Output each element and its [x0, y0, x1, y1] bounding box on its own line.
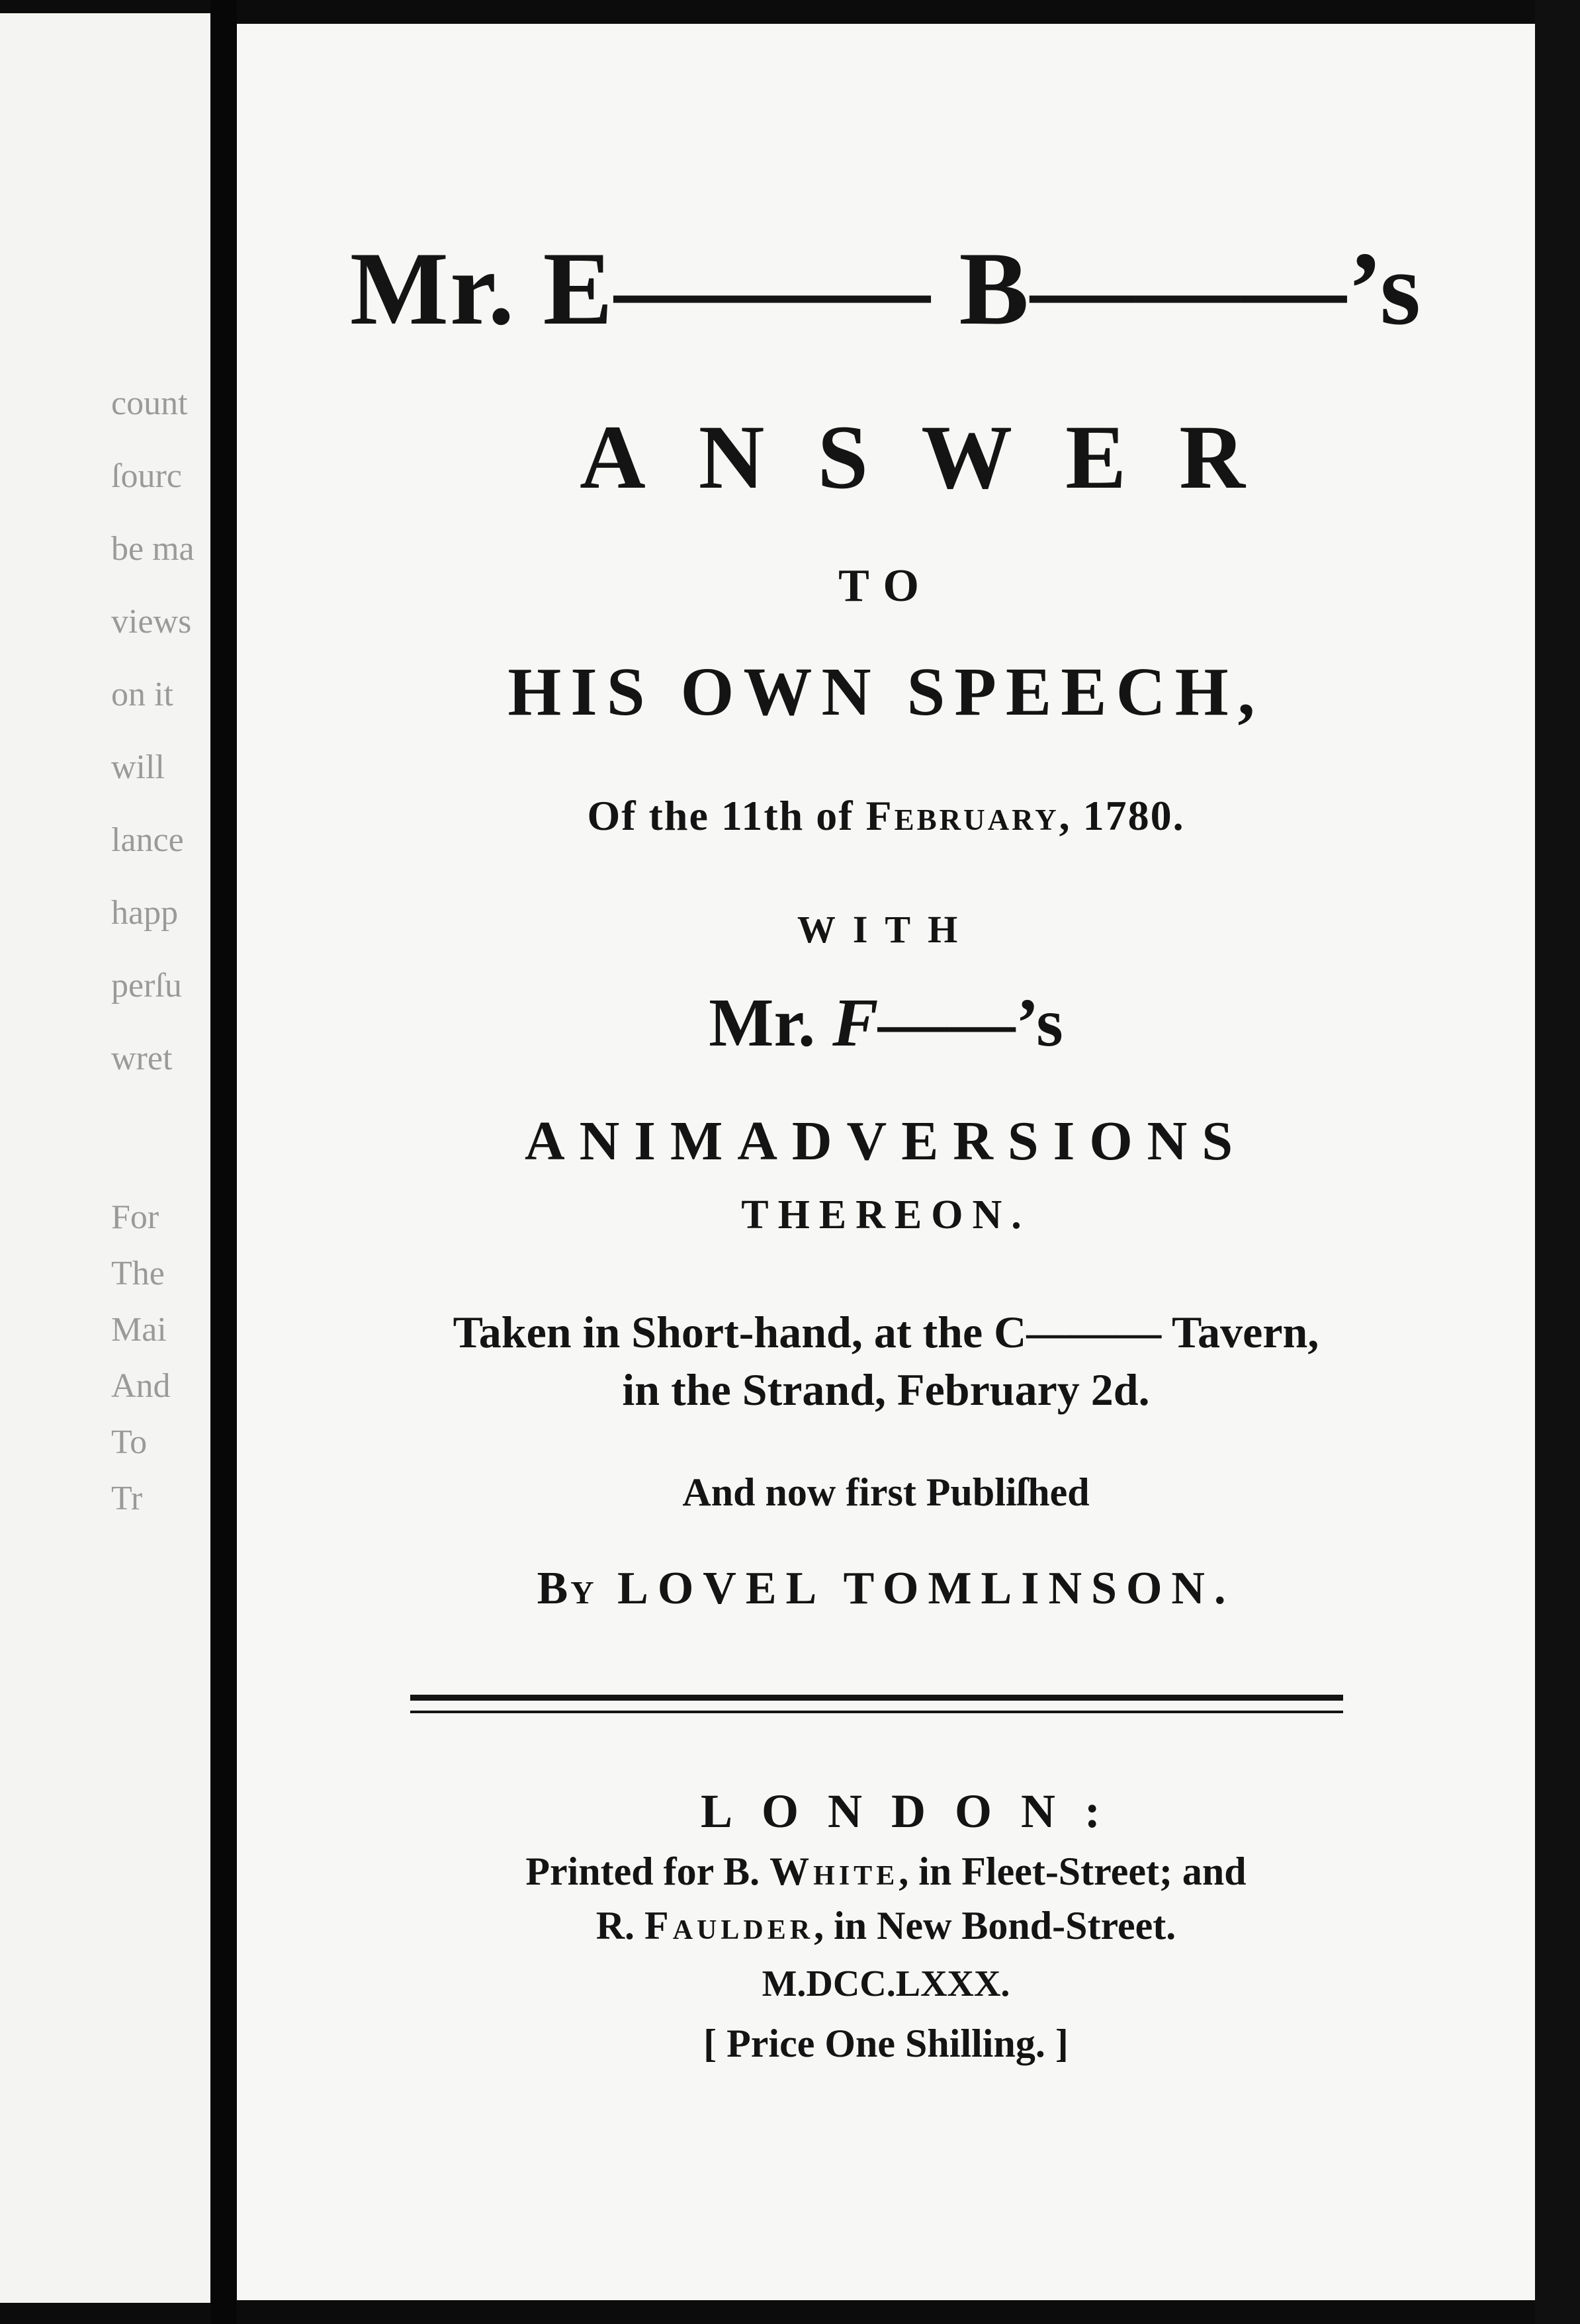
title-to: TO [838, 560, 934, 611]
speech-date [237, 791, 1535, 840]
facing-text-fragment: happ [111, 894, 179, 932]
facing-text-fragment: wret [111, 1040, 173, 1077]
printer-faulder: Faulder [644, 1904, 814, 1947]
title-answer: ANSWER [580, 406, 1298, 508]
published-note: And now first Publiſhed [682, 1470, 1090, 1514]
facing-text-fragment: will [111, 748, 165, 786]
facing-text-fragment: For [111, 1198, 159, 1236]
title-his-own-speech: HIS OWN SPEECH, [507, 654, 1264, 730]
imprint-printer-line-2 [237, 1903, 1535, 1949]
title-mr-e-b: Mr. E——— B———’s [349, 231, 1423, 347]
author-name: LOVEL TOMLINSON. [617, 1563, 1235, 1614]
taken-location: in the Strand, February 2d. [622, 1364, 1150, 1415]
title-page [237, 24, 1535, 2300]
facing-text-fragment: ſourc [111, 457, 182, 495]
printer2-initial: R. [595, 1904, 645, 1947]
facing-text-fragment: And [111, 1367, 171, 1405]
imprint-city: LONDON: [701, 1785, 1129, 1838]
facing-text-fragment: Mai [111, 1311, 167, 1349]
price-note: [ Price One Shilling. ] [703, 2022, 1069, 2065]
date-month: February [865, 792, 1059, 839]
page-edge-shadow [1535, 0, 1580, 2324]
facing-text-fragment: views [111, 603, 192, 641]
printed-end: , in New Bond-Street. [814, 1904, 1176, 1947]
printer-white: White [769, 1850, 899, 1893]
author-byline [237, 1562, 1535, 1615]
byline-by: By [537, 1563, 597, 1614]
mr-f-suffix: ’s [1016, 985, 1063, 1061]
facing-text-fragment: The [111, 1255, 165, 1292]
book-gutter [210, 0, 237, 2324]
title-animadversions: ANIMADVERSIONS [524, 1110, 1248, 1172]
printed-prefix: Printed for B. [525, 1850, 770, 1893]
printed-mid: , in Fleet-Street; and [899, 1850, 1247, 1893]
facing-text-fragment: perſu [111, 967, 182, 1005]
imprint-printer-line-1 [237, 1849, 1535, 1895]
double-rule-divider [410, 1695, 1343, 1722]
date-prefix: Of the 11th of [587, 792, 866, 839]
imprint-year: M.DCC.LXXX. [762, 1963, 1010, 2004]
mr-f-initial: F—— [832, 985, 1016, 1061]
title-thereon: THEREON. [741, 1192, 1031, 1237]
facing-text-fragment: on it [111, 676, 173, 713]
facing-text-fragment: To [111, 1423, 148, 1461]
thick-rule [410, 1695, 1343, 1701]
facing-page [0, 13, 210, 2303]
facing-text-fragment: lance [111, 821, 184, 859]
taken-in-shorthand: Taken in Short-hand, at the C——— Tavern, [453, 1307, 1319, 1357]
facing-text-fragment: be ma [111, 530, 195, 568]
facing-text-fragment: Tr [111, 1480, 143, 1517]
mr-f-prefix: Mr. [709, 985, 833, 1061]
facing-text-fragment: count [111, 384, 188, 422]
title-mr-f [237, 983, 1535, 1062]
title-with: WITH [797, 908, 975, 951]
thin-rule [410, 1711, 1343, 1713]
date-suffix: , 1780. [1059, 792, 1185, 839]
